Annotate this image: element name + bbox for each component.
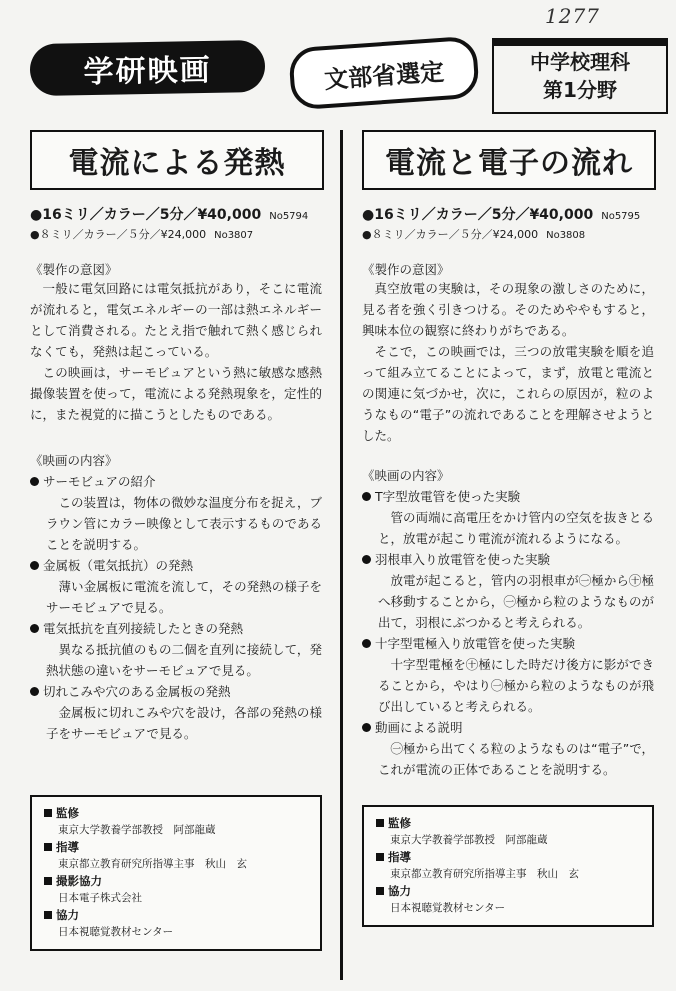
film-title: 電流と電子の流れ [362, 130, 656, 190]
bullet-icon [362, 555, 371, 564]
square-bullet-icon [376, 853, 384, 861]
purpose-paragraph: そこで，この映画では，三つの放電実験を順を追って組み立てることによって，まず，放電と電流との関連に気づかせ，次に，これらの原因が，粒のようなもの“電子”の流れであることを理解させようとした。 [362, 344, 654, 443]
content-item-head: 切れこみや穴のある金属板の発熱 [30, 681, 322, 702]
credit-role: 撮影協力 [44, 873, 308, 890]
subject-line2: 第1分野 [543, 78, 617, 102]
purpose-heading: 《製作の意図》 [30, 262, 118, 277]
square-bullet-icon [376, 819, 384, 827]
content-item-head: T字型放電管を使った実験 [362, 486, 654, 507]
content-item-body: 十字型電極を㊉極にした時だけ後方に影ができることから，やはり㊀極から粒のようなものが飛び出していると考えられる。 [378, 657, 654, 714]
credit-name: 日本視聴覚教材センター [390, 902, 506, 914]
square-bullet-icon [44, 911, 52, 919]
content-item-body: 異なる抵抗値のもの二個を直列に接続して，発熱状態の違いをサーモビュアで見る。 [46, 642, 322, 678]
spec-8mm-text: ●８ミリ／カラー／５分／¥24,000 [30, 228, 207, 241]
credits-box-right [362, 805, 654, 927]
column-divider [340, 130, 343, 980]
bullet-icon [30, 477, 39, 486]
credit-role: 指導 [376, 849, 640, 866]
square-bullet-icon [44, 843, 52, 851]
bullet-icon [30, 624, 39, 633]
content-item-body: 金属板に切れこみや穴を設け，各部の発熱の様子をサーモビュアで見る。 [46, 705, 322, 741]
square-bullet-icon [44, 877, 52, 885]
content-item-body: 放電が起こると，管内の羽根車が㊀極から㊉極へ移動することから，㊀極から粒のようなものが出て，羽根にぶつかると考えられる。 [378, 573, 654, 630]
spec-16mm [30, 204, 322, 224]
bullet-icon [362, 492, 371, 501]
subject-box [492, 38, 668, 114]
credit-name: 東京大学教養学部教授 阿部龍蔵 [58, 824, 216, 836]
content-item-head: 羽根車入り放電管を使った実験 [362, 549, 654, 570]
purpose-heading: 《製作の意図》 [362, 262, 450, 277]
approval-stamp: 文部省選定 [288, 36, 480, 111]
film-title: 電流による発熱 [30, 130, 324, 190]
content-item-head: サーモビュアの紹介 [30, 471, 322, 492]
square-bullet-icon [44, 809, 52, 817]
credit-role: 監修 [376, 815, 640, 832]
content-item-head: 金属板（電気抵抗）の発熱 [30, 555, 322, 576]
credit-role: 指導 [44, 839, 308, 856]
catalog-no-16: No5795 [601, 211, 641, 222]
catalog-no-8: No3807 [214, 230, 254, 241]
bullet-icon [362, 639, 371, 648]
spec-8mm-text: ●８ミリ／カラー／５分／¥24,000 [362, 228, 539, 241]
credit-name: 東京都立教育研究所指導主事 秋山 玄 [390, 868, 579, 880]
film-column-left [30, 130, 322, 744]
subject-band [494, 40, 666, 46]
content-item-body: 薄い金属板に電流を流して，その発熱の様子をサーモビュアで見る。 [46, 579, 322, 615]
spec-16mm-text: ●16ミリ／カラー／5分／¥40,000 [30, 207, 262, 223]
credit-name: 日本電子株式会社 [58, 892, 142, 904]
content-heading: 《映画の内容》 [362, 468, 450, 483]
content-heading: 《映画の内容》 [30, 453, 118, 468]
spec-8mm [362, 226, 654, 242]
credit-role: 協力 [44, 907, 308, 924]
film-column-right [362, 130, 654, 780]
square-bullet-icon [376, 887, 384, 895]
brand-logo: 学研映画 [30, 40, 266, 96]
credit-name: 東京都立教育研究所指導主事 秋山 玄 [58, 858, 247, 870]
credits-box-left [30, 795, 322, 951]
content-item-head: 動画による説明 [362, 717, 654, 738]
content-item-body: 管の両端に高電圧をかけ管内の空気を抜きとると，放電が起こり電流が流れるようになる。 [378, 510, 654, 546]
bullet-icon [30, 561, 39, 570]
subject-line1: 中学校理科 [530, 50, 630, 74]
spec-16mm [362, 204, 654, 224]
credit-role: 協力 [376, 883, 640, 900]
spec-8mm [30, 226, 322, 242]
purpose-paragraph: 真空放電の実験は，その現象の激しさのために，見る者を強く引きつける。そのためややもすると，興味本位の観察に終わりがちである。 [362, 281, 654, 338]
content-item-head: 十字型電極入り放電管を使った実験 [362, 633, 654, 654]
credit-role: 監修 [44, 805, 308, 822]
catalog-no-8: No3808 [546, 230, 586, 241]
credit-name: 東京大学教養学部教授 阿部龍蔵 [390, 834, 548, 846]
spec-16mm-text: ●16ミリ／カラー／5分／¥40,000 [362, 207, 594, 223]
handwritten-note: 1277 [545, 4, 600, 28]
credit-name: 日本視聴覚教材センター [58, 926, 174, 938]
catalog-no-16: No5794 [269, 211, 309, 222]
content-item-body: この装置は，物体の微妙な温度分布を捉え，ブラウン管にカラー映像として表示するものであることを説明する。 [46, 495, 322, 552]
content-item-body: ㊀極から出てくる粒のようなものは“電子”で，これが電流の正体であることを説明する。 [378, 741, 654, 777]
purpose-paragraph: この映画は，サーモビュアという熱に敏感な感熱撮像装置を使って，電流による発熱現象を，定性的に，また視覚的に描こうとしたものである。 [30, 365, 322, 422]
bullet-icon [30, 687, 39, 696]
purpose-paragraph: 一般に電気回路には電気抵抗があり，そこに電流が流れると，電気エネルギーの一部は熱エネルギーとして消費される。たとえ指で触れて熱く感じられなくても，発熱は起こっている。 [30, 281, 322, 359]
bullet-icon [362, 723, 371, 732]
content-item-head: 電気抵抗を直列接続したときの発熱 [30, 618, 322, 639]
